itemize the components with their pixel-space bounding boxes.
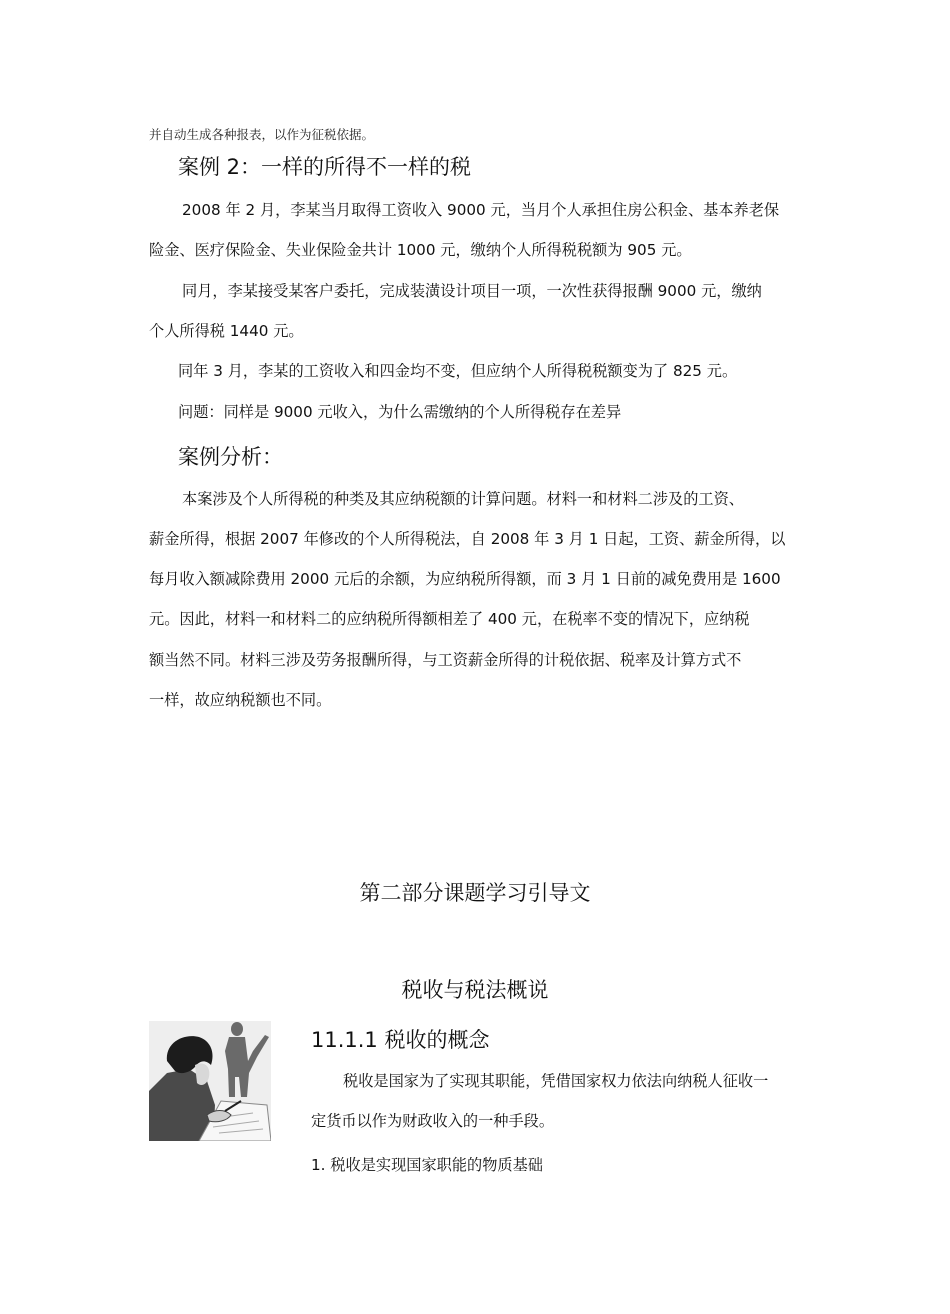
list-item: 1. 税收是实现国家职能的物质基础 bbox=[311, 1156, 543, 1174]
teacher-student-illustration bbox=[149, 1021, 271, 1141]
case2-paragraph2-line2: 个人所得税 1440 元。 bbox=[149, 322, 304, 340]
section-heading: 11.1.1 税收的概念 bbox=[311, 1028, 490, 1052]
analysis-line: 一样，故应纳税额也不同。 bbox=[149, 691, 332, 709]
case2-paragraph1-line1: 2008 年 2 月，李某当月取得工资收入 9000 元，当月个人承担住房公积金、基本养老保 bbox=[182, 201, 780, 219]
analysis-heading: 案例分析： bbox=[178, 445, 283, 469]
case2-paragraph1-line2: 险金、医疗保险金、失业保险金共计 1000 元，缴纳个人所得税税额为 905 元。 bbox=[149, 241, 692, 259]
analysis-line: 额当然不同。材料三涉及劳务报酬所得，与工资薪金所得的计税依据、税率及计算方式不 bbox=[149, 651, 742, 669]
analysis-line: 元。因此，材料一和材料二的应纳税所得额相差了 400 元，在税率不变的情况下，应纳税 bbox=[149, 610, 750, 628]
case2-paragraph2-line1: 同月，李某接受某客户委托，完成装潢设计项目一项，一次性获得报酬 9000 元，缴纳 bbox=[182, 282, 762, 300]
analysis-line: 薪金所得，根据 2007 年修改的个人所得税法，自 2008 年 3 月 1 日起，工资、薪金所得，以 bbox=[149, 530, 786, 548]
case2-paragraph3: 同年 3 月，李某的工资收入和四金均不变，但应纳个人所得税税额变为了 825 元。 bbox=[178, 362, 738, 380]
case2-heading: 案例 2：一样的所得不一样的税 bbox=[178, 155, 472, 179]
concept-paragraph-line2: 定货币以作为财政收入的一种手段。 bbox=[311, 1112, 554, 1130]
case2-question: 问题：同样是 9000 元收入，为什么需缴纳的个人所得税存在差异 bbox=[178, 403, 622, 421]
top-fragment-text: 并自动生成各种报表，以作为征税依据。 bbox=[149, 127, 375, 142]
concept-paragraph-line1: 税收是国家为了实现其职能，凭借国家权力依法向纳税人征收一 bbox=[343, 1072, 769, 1090]
analysis-line: 每月收入额减除费用 2000 元后的余额，为应纳税所得额，而 3 月 1 日前的减免费用是 1600 bbox=[149, 570, 781, 588]
analysis-line: 本案涉及个人所得税的种类及其应纳税额的计算问题。材料一和材料二涉及的工资、 bbox=[182, 490, 744, 508]
part2-subtitle: 税收与税法概说 bbox=[401, 978, 549, 1002]
part2-title: 第二部分课题学习引导文 bbox=[359, 881, 591, 905]
